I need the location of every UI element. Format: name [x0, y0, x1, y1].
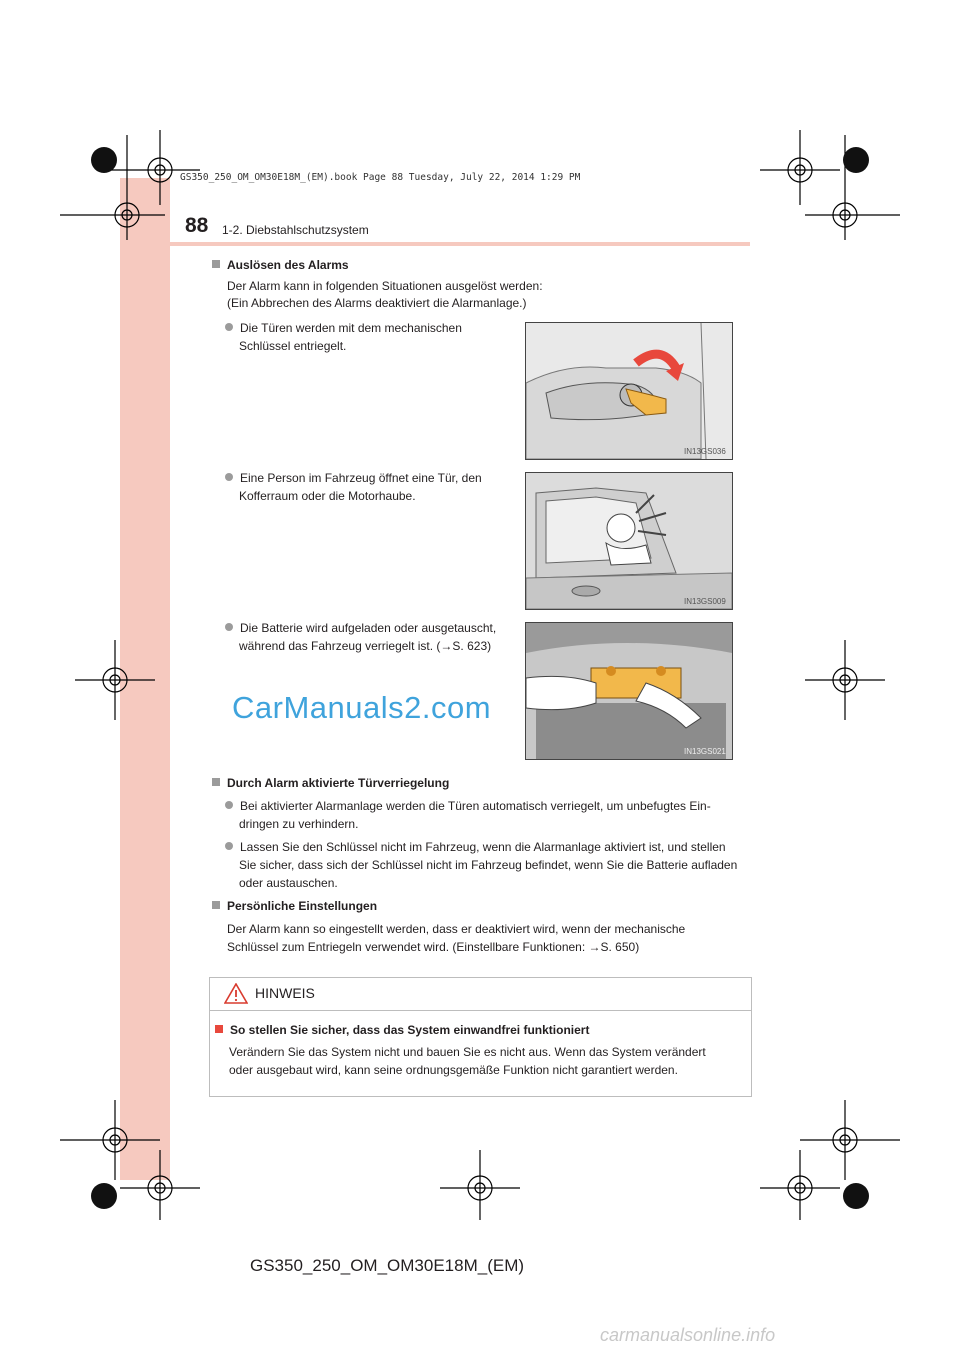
alarm-intro-2: (Ein Abbrechen des Alarms deaktiviert die Alarmanlage.): [227, 296, 527, 310]
figure-code: IN13GS009: [684, 597, 726, 606]
section-title: 1-2. Diebstahlschutzsystem: [222, 223, 369, 237]
alarm-intro-1: Der Alarm kann in folgenden Situationen ausgelöst werden:: [227, 279, 543, 293]
square-bullet-icon: [215, 1025, 223, 1033]
notice-header: [210, 978, 751, 1011]
notice-text-1: Verändern Sie das System nicht und bauen Sie es nicht aus. Wenn das System verändert: [229, 1045, 706, 1059]
square-bullet-icon: [212, 778, 220, 786]
list-item: Bei aktivierter Alarmanlage werden die Türen automatisch verriegelt, um unbefugtes Ein- dringen zu verhindern.: [225, 797, 711, 833]
notice-heading: So stellen Sie sicher, dass das System einwandfrei funktioniert: [215, 1023, 589, 1037]
page-number: 88: [185, 214, 209, 237]
illustration-battery: [525, 622, 733, 760]
watermark: CarManuals2.com: [232, 690, 492, 725]
site-credit: carmanualsonline.info: [600, 1325, 776, 1345]
illustration-door-key: [525, 322, 733, 460]
list-item: Die Türen werden mit dem mechanischen Schlüssel entriegelt.: [225, 319, 515, 355]
figure-code: IN13GS021: [684, 747, 726, 756]
section-heading-personal-settings: Persönliche Einstellungen: [212, 899, 377, 913]
warning-icon: [224, 983, 248, 1004]
round-bullet-icon: [225, 623, 233, 631]
round-bullet-icon: [225, 323, 233, 331]
notice-title: HINWEIS: [255, 985, 315, 1001]
square-bullet-icon: [212, 260, 220, 268]
list-item: Eine Person im Fahrzeug öffnet eine Tür, den Kofferraum oder die Motorhaube.: [225, 469, 515, 505]
figure-code: IN13GS036: [684, 447, 726, 456]
list-item: Lassen Sie den Schlüssel nicht im Fahrzeug, wenn die Alarmanlage aktiviert ist, und stellen Sie sicher, dass sich der Schlüssel nicht im Fahrzeug befindet, wenn Sie die Batterie aufladen oder austauschen.: [225, 838, 737, 892]
section-heading-door-lock: Durch Alarm aktivierte Türverriegelung: [212, 776, 449, 790]
list-item: Die Batterie wird aufgeladen oder ausgetauscht, während das Fahrzeug verriegelt ist. (→S. 623): [225, 619, 515, 655]
settings-text-2: Schlüssel zum Entriegeln verwendet wird. (Einstellbare Funktionen: →S. 650): [227, 940, 640, 954]
round-bullet-icon: [225, 801, 233, 809]
section-heading-alarm: Auslösen des Alarms: [212, 258, 349, 272]
round-bullet-icon: [225, 473, 233, 481]
square-bullet-icon: [212, 901, 220, 909]
document-code: GS350_250_OM_OM30E18M_(EM): [250, 1256, 525, 1275]
settings-text-1: Der Alarm kann so eingestellt werden, dass er deaktiviert wird, wenn der mechanische: [227, 922, 686, 936]
round-bullet-icon: [225, 842, 233, 850]
notice-text-2: oder ausgebaut wird, kann seine ordnungsgemäße Funktion nicht garantiert werden.: [229, 1063, 678, 1077]
illustration-person-in-car: [525, 472, 733, 610]
print-info: GS350_250_OM_OM30E18M_(EM).book Page 88 Tuesday, July 22, 2014 1:29 PM: [180, 172, 581, 183]
notice-box: [209, 977, 752, 1097]
